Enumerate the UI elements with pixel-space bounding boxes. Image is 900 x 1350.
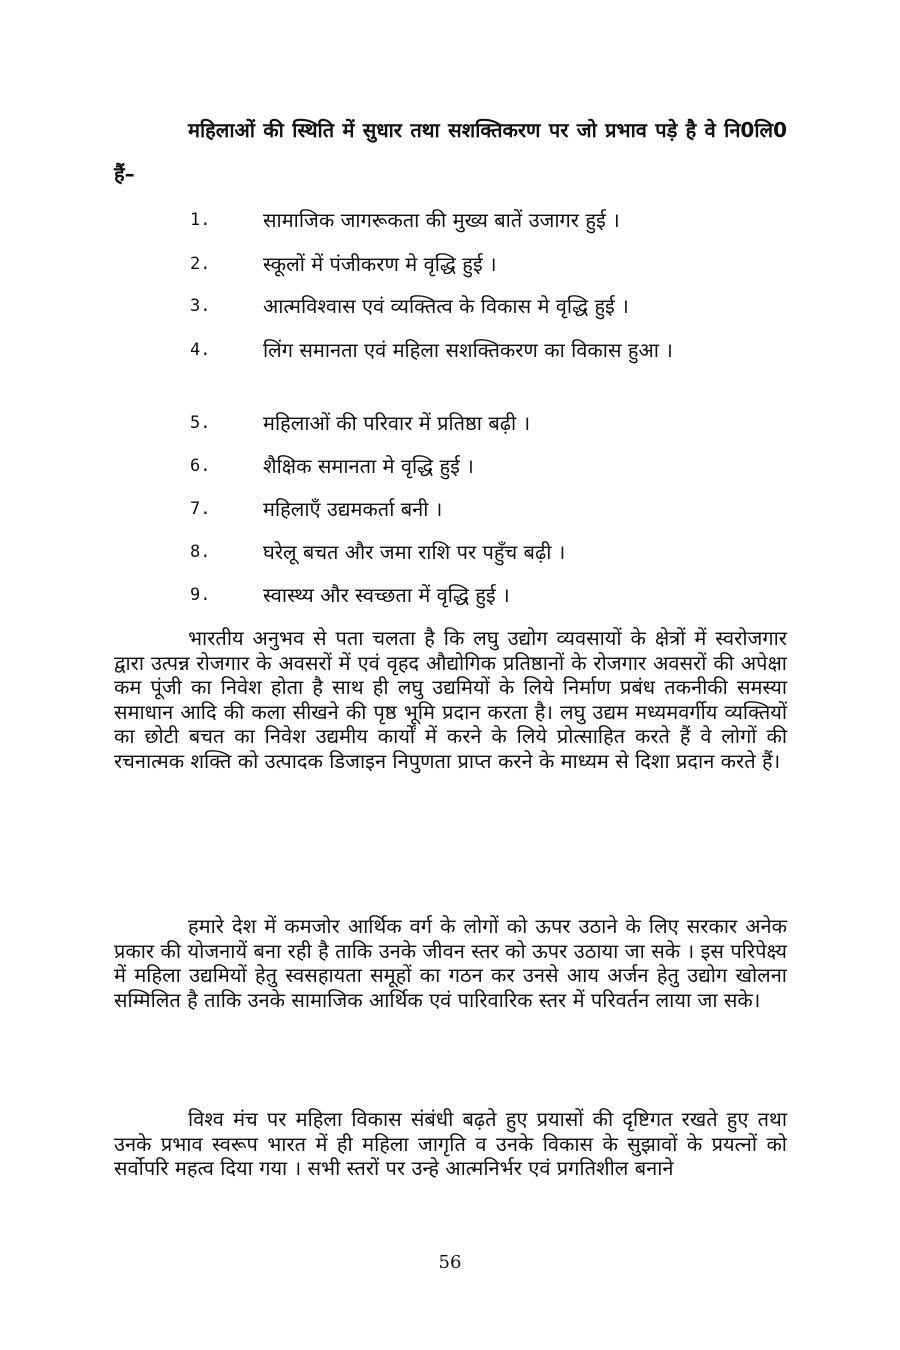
body-paragraph: भारतीय अनुभव से पता चलता है कि लघु उद्योग व्यवसायों के क्षेत्रों में स्वरोजगार द्वारा उत्पन्न रोजगार के अवसरों में एवं वृहद औद्योगिक प्रतिष्ठानों के रोजगार अवसरों की अपेक्षा कम पूंजी का निवेश होता है साथ ही लघु उद्यमियों के लिये निर्माण प्रबंध तकनीकी समस्या समाधान आदि की कला सीखने की पृष्ठ भूमि प्रदान करता है। लघु उद्यम मध्यमवर्गीय व्यक्तियों का छोटी बचत का निवेश उद्यमीय कार्यों में करने के लिये प्रोत्साहित करते हैं वे लोगों की रचनात्मक शक्ति को उत्पादक डिजाइन निपुणता प्राप्त करने के माध्यम से दिशा प्रदान करते हैं। bbox=[114, 626, 787, 773]
list-item bbox=[190, 205, 787, 236]
list-item-text: आत्मविश्वास एवं व्यक्तित्व के विकास मे वृद्धि हुई । bbox=[263, 294, 629, 318]
list-item bbox=[190, 335, 787, 366]
list-item bbox=[190, 494, 787, 525]
list-item-number: 2. bbox=[190, 254, 211, 274]
list-item bbox=[190, 537, 787, 568]
list-item-text: सामाजिक जागरूकता की मुख्य बातें उजागर हुई । bbox=[263, 208, 620, 232]
list-item-number: 4. bbox=[190, 340, 211, 360]
list-item-text: शैक्षिक समानता मे वृद्धि हुई । bbox=[263, 454, 474, 478]
list-item-number: 3. bbox=[190, 296, 211, 316]
body-paragraph: हमारे देश में कमजोर आर्थिक वर्ग के लोगों को ऊपर उठाने के लिए सरकार अनेक प्रकार की योजनायें बना रही है ताकि उनके जीवन स्तर को ऊपर उठाया जा सके । इस परिपेक्ष्य में महिला उद्यमियों हेतु स्वसहायता समूहों का गठन कर उनसे आय अर्जन हेतु उद्योग खोलना सम्मिलित है ताकि उनके सामाजिक आर्थिक एवं पारिवारिक स्तर में परिवर्तन लाया जा सके। bbox=[114, 914, 787, 1012]
list-item-text: स्वास्थ्य और स्वच्छता में वृद्धि हुई । bbox=[263, 583, 510, 607]
list-item bbox=[190, 580, 787, 611]
list-item-number: 6. bbox=[190, 456, 211, 476]
list-item bbox=[190, 291, 787, 322]
list-item bbox=[190, 408, 787, 439]
list-item-number: 7. bbox=[190, 499, 211, 519]
list-item bbox=[190, 451, 787, 482]
list-item-text: लिंग समानता एवं महिला सशक्तिकरण का विकास हुआ । bbox=[263, 338, 673, 362]
page-number: 56 bbox=[438, 1252, 462, 1273]
list-item-text: महिलाएँ उद्यमकर्ता बनी । bbox=[263, 497, 443, 521]
list-item-number: 9. bbox=[190, 585, 211, 605]
list-item-text: महिलाओं की परिवार में प्रतिष्ठा बढ़ी । bbox=[263, 411, 531, 435]
list-item-number: 8. bbox=[190, 542, 211, 562]
list-item-number: 1. bbox=[190, 210, 211, 230]
body-paragraph: विश्व मंच पर महिला विकास संबंधी बढ़ते हुए प्रयासों की दृष्टिगत रखते हुए तथा उनके प्रभाव स्वरूप भारत में ही महिला जागृति व उनके विकास के सुझावों के प्रयत्नों को सर्वोपरि महत्व दिया गया । सभी स्तरों पर उन्हे आत्मनिर्भर एवं प्रगतिशील बनाने bbox=[114, 1107, 787, 1181]
list-item-number: 5. bbox=[190, 413, 211, 433]
list-item-text: घरेलू बचत और जमा राशि पर पहुँच बढ़ी । bbox=[263, 540, 566, 564]
section-heading: महिलाओं की स्थिति में सुधार तथा सशक्तिकरण पर जो प्रभाव पड़े है वे नि0लि0 हैं– bbox=[114, 118, 787, 186]
list-item-text: स्कूलों में पंजीकरण मे वृद्धि हुई । bbox=[263, 252, 497, 276]
list-item bbox=[190, 249, 787, 280]
